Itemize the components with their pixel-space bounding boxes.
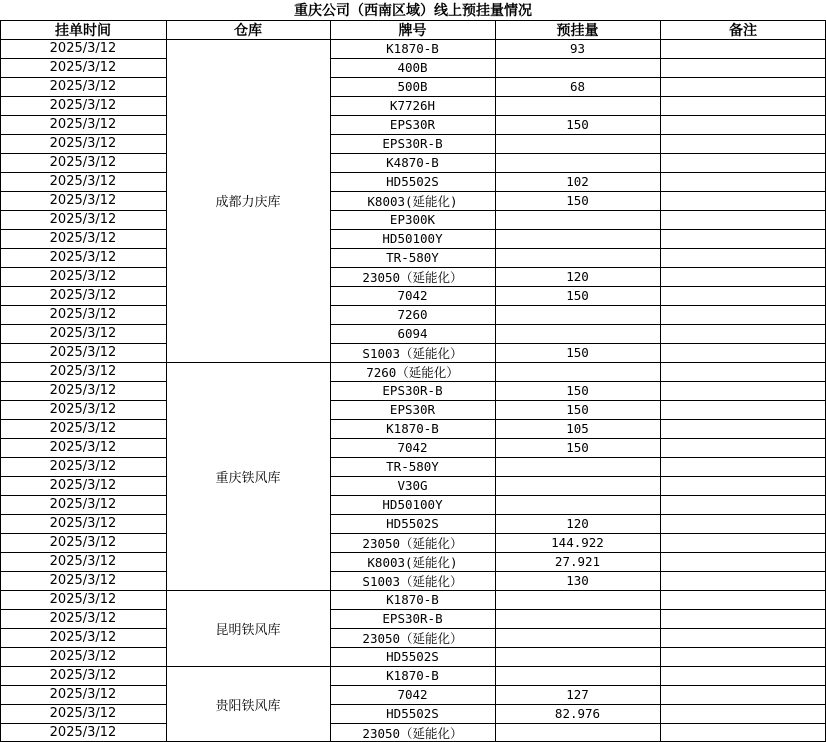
cell-volume: 150 — [566, 345, 589, 360]
cell-time: 2025/3/12 — [49, 440, 117, 455]
cell-grade: 400B — [397, 60, 428, 75]
grid-line — [0, 191, 166, 192]
cell-grade: V30G — [397, 478, 428, 493]
cell-grade: EP300K — [389, 212, 436, 227]
cell-volume — [495, 153, 660, 172]
cell-grade: K8003(延能化) — [367, 193, 458, 209]
grid-line — [330, 20, 331, 742]
cell-time: 2025/3/12 — [49, 79, 117, 94]
cell-volume: 93 — [569, 41, 586, 56]
cell-grade: K4870-B — [386, 155, 439, 170]
grid-line — [495, 20, 496, 742]
cell-grade: EPS30R-B — [382, 611, 443, 626]
cell-time: 2025/3/12 — [49, 60, 117, 75]
grid-line — [330, 286, 826, 287]
sheet-title: 重庆公司（西南区域）线上预挂量情况 — [294, 3, 532, 19]
cell-volume: 27.921 — [554, 554, 601, 569]
cell-time: 2025/3/12 — [49, 706, 117, 721]
grid-line — [0, 229, 166, 230]
grid-line — [0, 495, 166, 496]
grid-line — [330, 457, 826, 458]
grid-line — [330, 628, 826, 629]
cell-volume: 150 — [566, 193, 589, 208]
cell-remark — [660, 666, 826, 685]
cell-volume — [495, 362, 660, 381]
cell-remark — [660, 305, 826, 324]
cell-grade: 23050（延能化） — [362, 630, 463, 646]
grid-line — [0, 20, 1, 742]
cell-remark — [660, 685, 826, 704]
cell-remark — [660, 552, 826, 571]
cell-time: 2025/3/12 — [49, 497, 117, 512]
cell-time: 2025/3/12 — [49, 174, 117, 189]
cell-remark — [660, 457, 826, 476]
cell-remark — [660, 134, 826, 153]
grid-line — [0, 20, 826, 21]
cell-remark — [660, 96, 826, 115]
cell-warehouse: 重庆铁风库 — [215, 470, 281, 486]
cell-remark — [660, 248, 826, 267]
cell-remark — [660, 229, 826, 248]
grid-line — [330, 58, 826, 59]
grid-line — [330, 552, 826, 553]
cell-time: 2025/3/12 — [49, 611, 117, 626]
grid-line — [0, 685, 166, 686]
cell-remark — [660, 362, 826, 381]
cell-grade: HD50100Y — [382, 231, 443, 246]
grid-line — [0, 476, 166, 477]
cell-grade: 7260（延能化） — [366, 364, 459, 380]
cell-grade: K1870-B — [386, 421, 439, 436]
cell-grade: HD5502S — [386, 174, 439, 189]
cell-grade: 7042 — [397, 288, 428, 303]
grid-line — [0, 647, 166, 648]
cell-remark — [660, 39, 826, 58]
cell-volume — [495, 134, 660, 153]
cell-volume — [495, 96, 660, 115]
grid-line — [330, 96, 826, 97]
grid-line — [166, 666, 330, 667]
cell-time: 2025/3/12 — [49, 155, 117, 170]
header-remark: 备注 — [729, 22, 757, 39]
grid-line — [330, 77, 826, 78]
cell-time: 2025/3/12 — [49, 117, 117, 132]
cell-time: 2025/3/12 — [49, 402, 117, 417]
grid-line — [166, 20, 167, 742]
cell-volume — [495, 476, 660, 495]
grid-line — [0, 723, 166, 724]
cell-remark — [660, 210, 826, 229]
grid-line — [0, 514, 166, 515]
cell-time: 2025/3/12 — [49, 554, 117, 569]
cell-volume: 120 — [566, 516, 589, 531]
grid-line — [0, 571, 166, 572]
cell-grade: K7726H — [389, 98, 436, 113]
cell-volume: 150 — [566, 117, 589, 132]
cell-volume — [495, 590, 660, 609]
cell-remark — [660, 343, 826, 362]
cell-time: 2025/3/12 — [49, 345, 117, 360]
header-time: 挂单时间 — [55, 22, 111, 39]
cell-grade: HD50100Y — [382, 497, 443, 512]
grid-line — [330, 666, 826, 667]
grid-line — [0, 704, 166, 705]
grid-line — [330, 381, 826, 382]
cell-time: 2025/3/12 — [49, 193, 117, 208]
cell-grade: 7042 — [397, 687, 428, 702]
cell-remark — [660, 172, 826, 191]
cell-time: 2025/3/12 — [49, 326, 117, 341]
grid-line — [0, 533, 166, 534]
grid-line — [330, 514, 826, 515]
cell-volume — [495, 324, 660, 343]
grid-line — [0, 381, 166, 382]
grid-line — [166, 362, 330, 363]
cell-grade: 500B — [397, 79, 428, 94]
cell-volume — [495, 248, 660, 267]
grid-line — [0, 438, 166, 439]
cell-remark — [660, 324, 826, 343]
cell-grade: EPS30R-B — [382, 383, 443, 398]
cell-grade: 23050（延能化） — [362, 535, 463, 551]
grid-line — [330, 172, 826, 173]
grid-line — [330, 590, 826, 591]
cell-remark — [660, 628, 826, 647]
grid-line — [166, 590, 330, 591]
cell-time: 2025/3/12 — [49, 668, 117, 683]
grid-line — [330, 400, 826, 401]
grid-line — [660, 20, 661, 742]
cell-volume: 82.976 — [554, 706, 601, 721]
grid-line — [0, 58, 166, 59]
cell-volume: 102 — [566, 174, 589, 189]
cell-time: 2025/3/12 — [49, 269, 117, 284]
grid-line — [330, 134, 826, 135]
cell-time: 2025/3/12 — [49, 288, 117, 303]
cell-warehouse: 贵阳铁风库 — [215, 698, 281, 714]
cell-volume — [495, 495, 660, 514]
grid-line — [0, 552, 166, 553]
cell-grade: K1870-B — [386, 592, 439, 607]
header-volume: 预挂量 — [556, 22, 599, 39]
grid-line — [330, 723, 826, 724]
grid-line — [0, 590, 166, 591]
grid-line — [0, 39, 826, 40]
cell-time: 2025/3/12 — [49, 383, 117, 398]
cell-volume — [495, 666, 660, 685]
cell-remark — [660, 381, 826, 400]
cell-grade: EPS30R — [389, 402, 436, 417]
grid-line — [330, 343, 826, 344]
grid-line — [330, 115, 826, 116]
grid-line — [0, 248, 166, 249]
cell-grade: K1870-B — [386, 41, 439, 56]
cell-time: 2025/3/12 — [49, 364, 117, 379]
cell-time: 2025/3/12 — [49, 421, 117, 436]
grid-line — [330, 495, 826, 496]
grid-line — [330, 191, 826, 192]
cell-time: 2025/3/12 — [49, 630, 117, 645]
grid-line — [330, 609, 826, 610]
cell-volume — [495, 210, 660, 229]
cell-time: 2025/3/12 — [49, 41, 117, 56]
cell-time: 2025/3/12 — [49, 231, 117, 246]
grid-line — [330, 324, 826, 325]
cell-time: 2025/3/12 — [49, 98, 117, 113]
cell-remark — [660, 590, 826, 609]
grid-line — [330, 305, 826, 306]
grid-line — [330, 153, 826, 154]
cell-grade: 7260 — [397, 307, 428, 322]
cell-warehouse: 昆明铁风库 — [215, 622, 281, 638]
cell-time: 2025/3/12 — [49, 516, 117, 531]
grid-line — [330, 438, 826, 439]
cell-remark — [660, 495, 826, 514]
grid-line — [0, 419, 166, 420]
grid-line — [0, 115, 166, 116]
cell-remark — [660, 77, 826, 96]
cell-remark — [660, 115, 826, 134]
cell-remark — [660, 609, 826, 628]
cell-volume — [495, 58, 660, 77]
cell-volume: 150 — [566, 402, 589, 417]
cell-time: 2025/3/12 — [49, 687, 117, 702]
cell-time: 2025/3/12 — [49, 535, 117, 550]
cell-grade: 23050（延能化） — [362, 269, 463, 285]
cell-time: 2025/3/12 — [49, 478, 117, 493]
grid-line — [0, 210, 166, 211]
cell-volume — [495, 457, 660, 476]
cell-grade: 7042 — [397, 440, 428, 455]
cell-grade: HD5502S — [386, 516, 439, 531]
cell-volume: 127 — [566, 687, 589, 702]
cell-remark — [660, 58, 826, 77]
grid-line — [330, 210, 826, 211]
cell-time: 2025/3/12 — [49, 212, 117, 227]
cell-grade: EPS30R-B — [382, 136, 443, 151]
cell-volume: 105 — [566, 421, 589, 436]
grid-line — [0, 153, 166, 154]
grid-line — [330, 267, 826, 268]
grid-line — [0, 324, 166, 325]
grid-line — [330, 362, 826, 363]
cell-time: 2025/3/12 — [49, 136, 117, 151]
grid-line — [0, 400, 166, 401]
cell-remark — [660, 571, 826, 590]
grid-line — [0, 134, 166, 135]
grid-line — [0, 305, 166, 306]
header-warehouse: 仓库 — [234, 22, 262, 39]
cell-volume — [495, 229, 660, 248]
cell-volume: 120 — [566, 269, 589, 284]
cell-remark — [660, 704, 826, 723]
grid-line — [330, 685, 826, 686]
cell-remark — [660, 286, 826, 305]
grid-line — [0, 609, 166, 610]
cell-remark — [660, 647, 826, 666]
grid-line — [0, 666, 166, 667]
cell-grade: HD5502S — [386, 649, 439, 664]
cell-grade: TR-580Y — [386, 459, 439, 474]
cell-grade: 23050（延能化） — [362, 725, 463, 741]
cell-time: 2025/3/12 — [49, 250, 117, 265]
cell-remark — [660, 191, 826, 210]
cell-remark — [660, 533, 826, 552]
cell-time: 2025/3/12 — [49, 592, 117, 607]
grid-line — [0, 286, 166, 287]
grid-line — [330, 533, 826, 534]
cell-grade: 6094 — [397, 326, 428, 341]
grid-line — [330, 248, 826, 249]
cell-time: 2025/3/12 — [49, 649, 117, 664]
grid-line — [330, 571, 826, 572]
cell-volume: 150 — [566, 383, 589, 398]
cell-volume: 150 — [566, 288, 589, 303]
cell-grade: EPS30R — [389, 117, 436, 132]
grid-line — [330, 229, 826, 230]
cell-remark — [660, 476, 826, 495]
cell-grade: S1003（延能化） — [362, 345, 463, 361]
cell-remark — [660, 419, 826, 438]
grid-line — [0, 172, 166, 173]
cell-remark — [660, 153, 826, 172]
cell-remark — [660, 400, 826, 419]
cell-remark — [660, 514, 826, 533]
cell-remark — [660, 723, 826, 742]
header-grade: 牌号 — [398, 22, 427, 39]
cell-volume: 68 — [569, 79, 586, 94]
cell-volume — [495, 628, 660, 647]
cell-remark — [660, 267, 826, 286]
cell-time: 2025/3/12 — [49, 725, 117, 740]
cell-warehouse: 成都力庆库 — [215, 195, 281, 210]
cell-time: 2025/3/12 — [49, 307, 117, 322]
grid-line — [330, 647, 826, 648]
cell-time: 2025/3/12 — [49, 573, 117, 588]
grid-line — [330, 704, 826, 705]
grid-line — [330, 476, 826, 477]
cell-volume: 144.922 — [551, 535, 604, 550]
grid-line — [0, 362, 166, 363]
grid-line — [0, 96, 166, 97]
cell-volume: 150 — [566, 440, 589, 455]
cell-grade: HD5502S — [386, 706, 439, 721]
cell-remark — [660, 438, 826, 457]
cell-grade: K1870-B — [386, 668, 439, 683]
cell-volume — [495, 647, 660, 666]
grid-line — [0, 77, 166, 78]
cell-volume — [495, 305, 660, 324]
cell-grade: TR-580Y — [386, 250, 439, 265]
cell-volume: 130 — [566, 573, 589, 588]
grid-line — [330, 419, 826, 420]
grid-line — [0, 343, 166, 344]
grid-line — [0, 457, 166, 458]
cell-grade: K8003(延能化) — [367, 554, 458, 570]
grid-line — [0, 267, 166, 268]
cell-grade: S1003（延能化） — [362, 573, 463, 589]
cell-volume — [495, 609, 660, 628]
cell-volume — [495, 723, 660, 742]
grid-line — [0, 628, 166, 629]
cell-time: 2025/3/12 — [49, 459, 117, 474]
